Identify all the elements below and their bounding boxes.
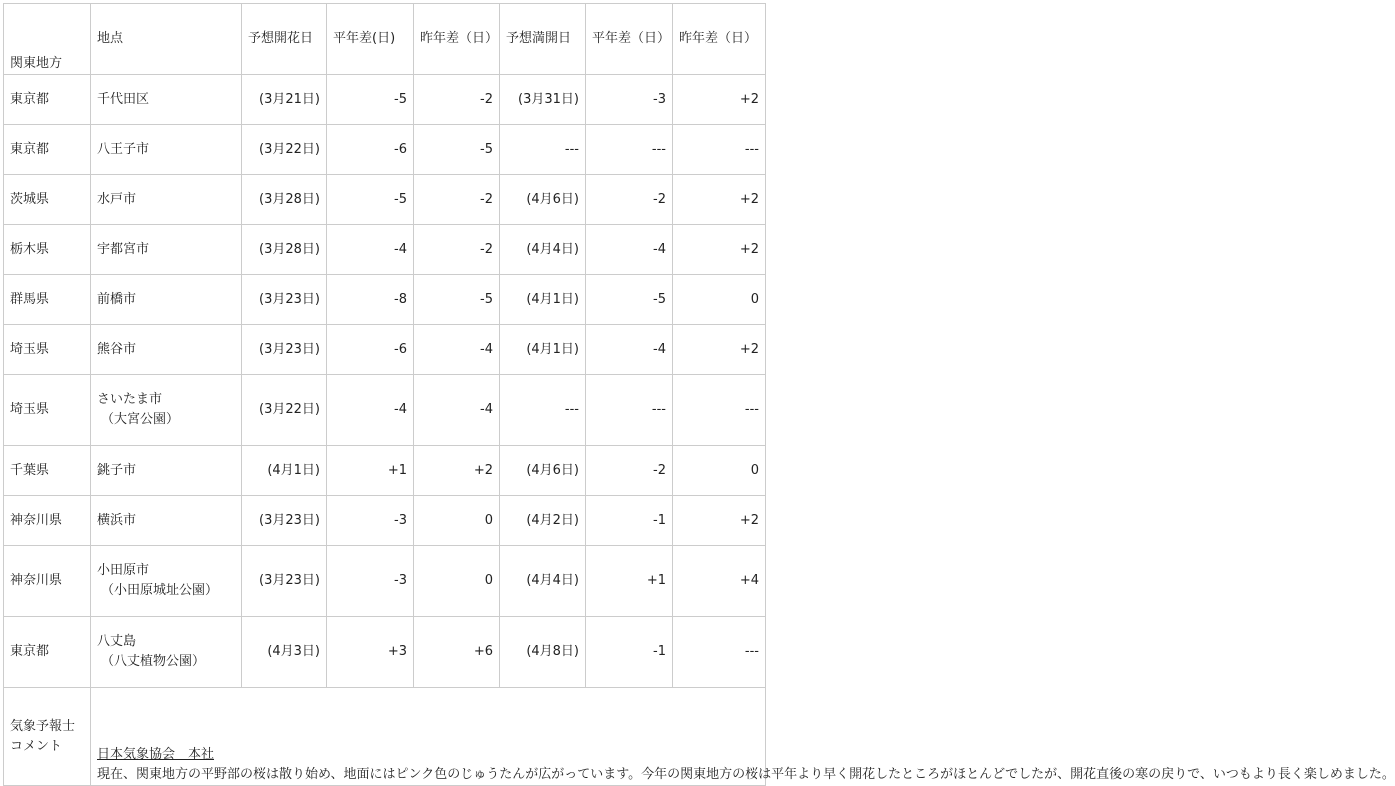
cell-full-bloom-date: (4月2日) [500,496,586,546]
header-bloom-vs-last-year: 昨年差（日） [414,4,500,75]
cell-bloom-date: (3月23日) [242,546,327,617]
cell-full-vs-normal: -2 [586,446,673,496]
cell-full-vs-last-year: +2 [673,225,766,275]
cell-full-bloom-date: (4月1日) [500,325,586,375]
table-body [4,75,766,688]
comment-label [4,688,91,786]
location-name: 宇都宮市 [97,241,150,257]
cell-bloom-date: (3月23日) [242,275,327,325]
sakura-forecast-table [3,3,1395,786]
cell-bloom-vs-last-year: +6 [414,617,500,688]
cell-bloom-date: (4月1日) [242,446,327,496]
cell-full-vs-normal: --- [586,375,673,446]
cell-full-vs-normal: -4 [586,325,673,375]
cell-bloom-vs-normal: -3 [327,546,414,617]
cell-full-vs-normal: -4 [586,225,673,275]
cell-location [91,617,242,688]
location-park: （大宮公園） [101,412,180,427]
cell-prefecture: 千葉県 [4,446,91,496]
header-full-bloom-date: 予想満開日 [500,4,586,75]
cell-prefecture: 埼玉県 [4,375,91,446]
location-name: さいたま市 [97,392,163,407]
cell-full-vs-last-year: --- [673,125,766,175]
cell-prefecture: 東京都 [4,617,91,688]
cell-prefecture: 茨城県 [4,175,91,225]
cell-prefecture: 東京都 [4,125,91,175]
cell-bloom-vs-last-year: -5 [414,125,500,175]
cell-location [91,375,242,446]
table-row [4,325,766,375]
header-location: 地点 [91,4,242,75]
header-full-vs-last-year: 昨年差（日） [673,4,766,75]
cell-full-vs-normal: --- [586,125,673,175]
cell-prefecture: 神奈川県 [4,496,91,546]
comment-body [91,688,1395,786]
cell-bloom-vs-normal: +1 [327,446,414,496]
cell-full-vs-last-year: +2 [673,325,766,375]
cell-location [91,446,242,496]
cell-prefecture: 神奈川県 [4,546,91,617]
header-bloom-vs-normal: 平年差(日) [327,4,414,75]
cell-bloom-vs-normal: -6 [327,325,414,375]
location-name: 千代田区 [97,91,150,107]
cell-full-vs-last-year: +4 [673,546,766,617]
comment-label-line2: コメント [10,738,63,754]
cell-full-bloom-date: (4月1日) [500,275,586,325]
cell-bloom-vs-normal: -6 [327,125,414,175]
header-full-vs-normal: 平年差（日） [586,4,673,75]
cell-bloom-vs-last-year: -4 [414,325,500,375]
table-row [4,546,766,617]
table-row [4,617,766,688]
cell-full-bloom-date: (4月4日) [500,546,586,617]
cell-full-bloom-date: --- [500,375,586,446]
cell-bloom-vs-last-year: -2 [414,75,500,125]
location-name: 小田原市 [97,563,150,578]
cell-full-vs-last-year: --- [673,375,766,446]
cell-full-vs-last-year: +2 [673,496,766,546]
header-region: 関東地方 [4,4,91,75]
cell-bloom-date: (4月3日) [242,617,327,688]
location-name: 銚子市 [97,462,137,478]
cell-bloom-vs-normal: -3 [327,496,414,546]
cell-full-vs-last-year: 0 [673,446,766,496]
cell-bloom-vs-normal: -4 [327,225,414,275]
header-bloom-date: 予想開花日 [242,4,327,75]
cell-bloom-vs-last-year: -5 [414,275,500,325]
cell-full-vs-normal: -2 [586,175,673,225]
cell-bloom-date: (3月23日) [242,325,327,375]
cell-bloom-vs-normal: +3 [327,617,414,688]
location-name: 前橋市 [97,291,137,307]
cell-location [91,275,242,325]
comment-label-line1: 気象予報士 [10,718,76,734]
table-row [4,75,766,125]
cell-bloom-vs-last-year: 0 [414,496,500,546]
cell-full-vs-last-year: +2 [673,175,766,225]
cell-bloom-vs-normal: -8 [327,275,414,325]
cell-bloom-vs-normal: -5 [327,175,414,225]
cell-bloom-date: (3月22日) [242,375,327,446]
cell-full-bloom-date: (4月6日) [500,446,586,496]
header-row [4,4,766,75]
cell-bloom-vs-last-year: 0 [414,546,500,617]
cell-full-bloom-date: (3月31日) [500,75,586,125]
location-name: 熊谷市 [97,341,137,357]
cell-bloom-date: (3月22日) [242,125,327,175]
comment-text: 現在、関東地方の平野部の桜は散り始め、地面にはピンク色のじゅうたんが広がっています。今年の関東地方の桜は平年より早く開花したところがほとんどでしたが、開花直後の寒の戻りで、いつもより長く楽しめました。 [97,767,1395,782]
location-park: （八丈植物公園） [101,654,206,669]
cell-bloom-date: (3月23日) [242,496,327,546]
table-row [4,225,766,275]
cell-location [91,496,242,546]
table-row [4,125,766,175]
cell-location [91,225,242,275]
location-name: 横浜市 [97,512,137,528]
cell-full-vs-last-year: --- [673,617,766,688]
cell-prefecture: 栃木県 [4,225,91,275]
cell-full-bloom-date: (4月4日) [500,225,586,275]
location-park: （小田原城址公園） [101,583,219,598]
cell-full-vs-normal: -1 [586,496,673,546]
cell-location [91,175,242,225]
table-row [4,275,766,325]
table-row [4,175,766,225]
cell-prefecture: 埼玉県 [4,325,91,375]
cell-bloom-date: (3月21日) [242,75,327,125]
cell-prefecture: 群馬県 [4,275,91,325]
cell-full-vs-normal: -5 [586,275,673,325]
cell-location [91,125,242,175]
cell-location [91,325,242,375]
cell-bloom-date: (3月28日) [242,225,327,275]
cell-bloom-vs-last-year: -4 [414,375,500,446]
cell-full-vs-normal: -3 [586,75,673,125]
cell-full-vs-last-year: 0 [673,275,766,325]
cell-bloom-vs-last-year: -2 [414,225,500,275]
cell-location [91,75,242,125]
cell-bloom-vs-last-year: +2 [414,446,500,496]
location-name: 八丈島 [97,634,137,649]
cell-full-vs-normal: -1 [586,617,673,688]
cell-location [91,546,242,617]
cell-full-bloom-date: --- [500,125,586,175]
org-link[interactable]: 日本気象協会 本社 [97,747,215,762]
table-row [4,375,766,446]
table-row [4,446,766,496]
cell-bloom-vs-normal: -4 [327,375,414,446]
location-name: 水戸市 [97,191,137,207]
cell-full-vs-normal: +1 [586,546,673,617]
cell-bloom-vs-last-year: -2 [414,175,500,225]
cell-bloom-vs-normal: -5 [327,75,414,125]
cell-full-vs-last-year: +2 [673,75,766,125]
comment-row [4,688,766,786]
cell-full-bloom-date: (4月6日) [500,175,586,225]
cell-full-bloom-date: (4月8日) [500,617,586,688]
table-row [4,496,766,546]
cell-bloom-date: (3月28日) [242,175,327,225]
location-name: 八王子市 [97,141,150,157]
cell-prefecture: 東京都 [4,75,91,125]
